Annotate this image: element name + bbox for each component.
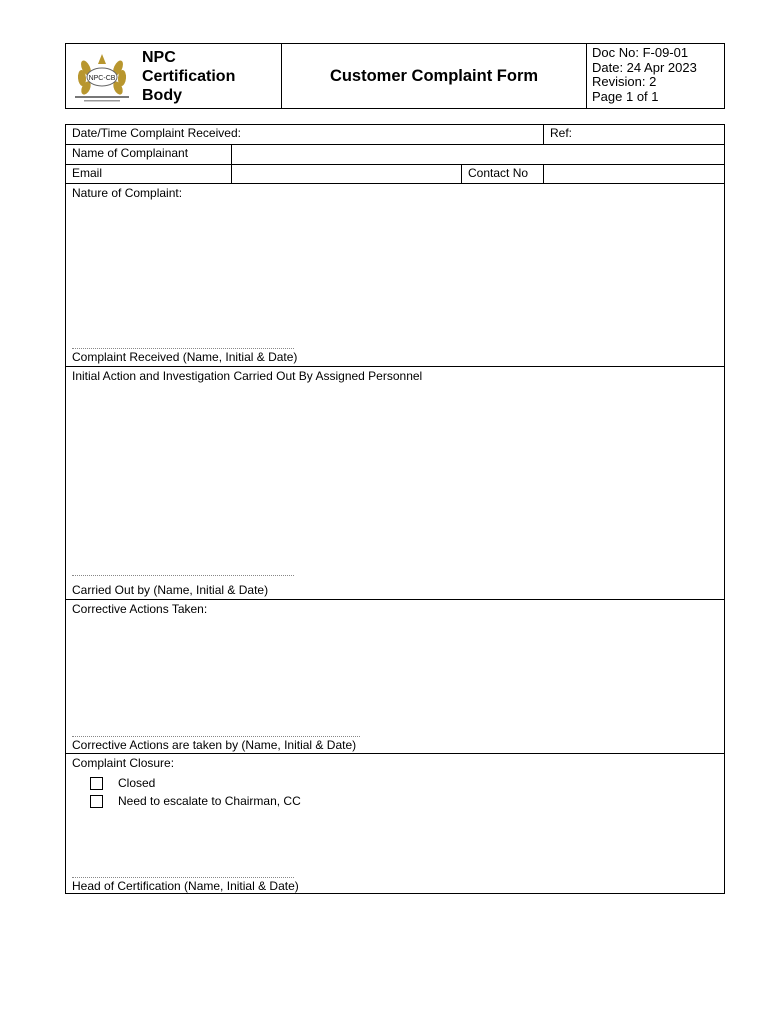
date-time-field[interactable] (66, 125, 543, 144)
closed-checkbox[interactable] (90, 777, 103, 790)
complaint-form (65, 124, 725, 894)
complainant-row (66, 145, 724, 165)
org-name-line: NPC (142, 48, 176, 66)
doc-info-block (587, 44, 724, 108)
doc-revision: Revision: 2 (592, 74, 657, 89)
closure-section (66, 754, 724, 894)
initial-action-signature-label: Carried Out by (Name, Initial & Date) (72, 583, 269, 597)
closure-signature-label: Head of Certification (Name, Initial & Date) (72, 879, 299, 893)
doc-page: Page 1 of 1 (592, 88, 659, 104)
email-contact-row (66, 165, 724, 184)
document-header (65, 43, 725, 109)
corrective-label: Corrective Actions Taken: (72, 602, 208, 616)
signature-line (72, 877, 294, 878)
form-title: Customer Complaint Form (329, 66, 539, 85)
signature-line (72, 348, 294, 349)
email-label-cell (66, 165, 231, 183)
contact-label: Contact No (468, 166, 529, 180)
doc-number: Doc No: F-09-01 (592, 45, 689, 60)
complainant-label: Name of Complainant (72, 146, 189, 160)
signature-line (72, 736, 360, 737)
escalate-checkbox[interactable] (90, 795, 103, 808)
org-name-line: Body (142, 86, 182, 104)
initial-action-section[interactable] (66, 367, 724, 600)
npc-cb-logo (72, 46, 132, 106)
escalate-option[interactable] (90, 794, 301, 808)
closed-option-label: Closed (118, 776, 156, 790)
ref-field[interactable] (543, 125, 724, 144)
doc-date: Date: 24 Apr 2023 (592, 59, 697, 75)
closure-label: Complaint Closure: (72, 756, 175, 770)
corrective-signature-label: Corrective Actions are taken by (Name, Initial & Date) (72, 738, 357, 752)
title-block (282, 44, 587, 108)
corrective-section[interactable] (66, 600, 724, 754)
initial-action-label: Initial Action and Investigation Carried Out By Assigned Personnel (72, 369, 423, 383)
ref-label: Ref: (550, 126, 573, 140)
contact-label-cell (461, 165, 543, 183)
signature-line (72, 575, 294, 576)
complainant-input[interactable] (231, 145, 724, 164)
org-block (66, 44, 282, 108)
nature-label: Nature of Complaint: (72, 186, 183, 200)
org-name-line: Certification (142, 67, 236, 85)
date-ref-row (66, 125, 724, 145)
nature-signature-label: Complaint Received (Name, Initial & Date) (72, 350, 298, 364)
contact-input[interactable] (543, 165, 724, 183)
laurel-emblem-icon (72, 46, 132, 106)
date-time-label: Date/Time Complaint Received: (72, 126, 241, 140)
org-name (142, 48, 235, 105)
email-input[interactable] (231, 165, 461, 183)
escalate-option-label: Need to escalate to Chairman, CC (118, 794, 301, 808)
logo-text: NPC-CB (88, 75, 116, 82)
closed-option[interactable] (90, 776, 155, 790)
nature-section[interactable] (66, 184, 724, 367)
email-label: Email (72, 166, 103, 180)
complainant-label-cell (66, 145, 231, 164)
